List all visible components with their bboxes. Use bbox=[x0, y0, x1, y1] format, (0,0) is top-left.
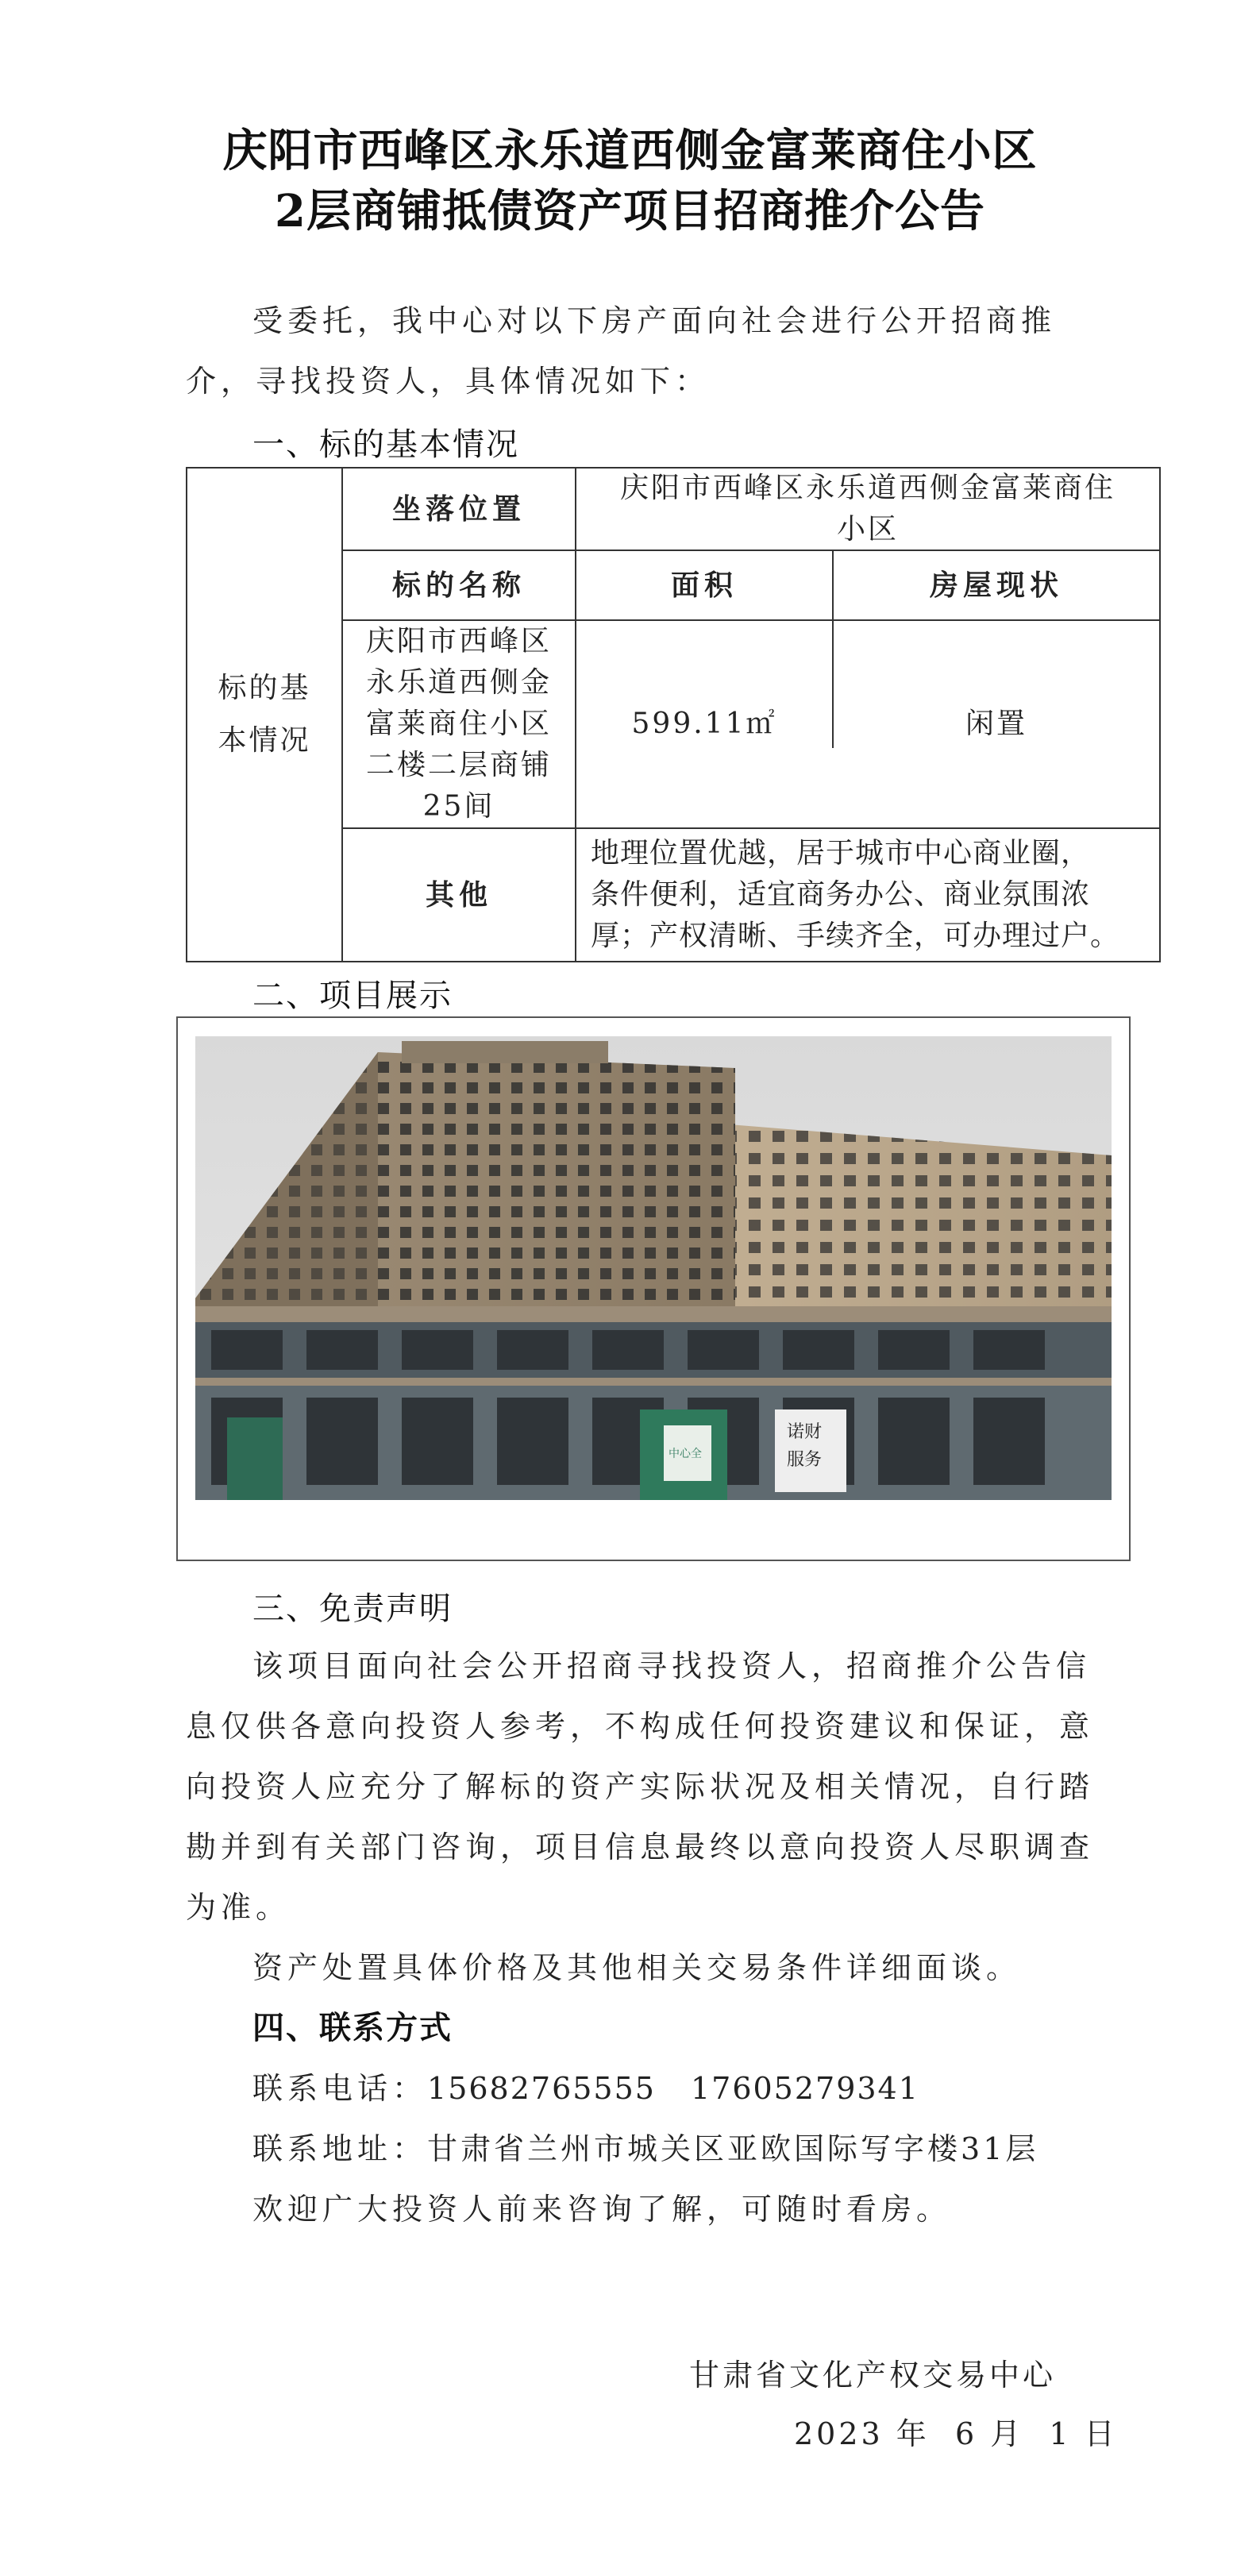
address-value: 甘肃省兰州市城关区亚欧国际写字楼31层 bbox=[427, 2131, 1039, 2166]
phone-line bbox=[252, 2058, 919, 2119]
col-header-status: 房屋现状 bbox=[929, 569, 1063, 602]
col-header-area: 面积 bbox=[670, 569, 738, 602]
issue-date: 2023 年 6 月 1 日 bbox=[794, 2416, 1118, 2451]
row-header-line-2: 本情况 bbox=[218, 724, 311, 757]
title-line-1: 庆阳市西峰区永乐道西侧金富莱商住小区 bbox=[222, 125, 1038, 177]
photo-sign-c: 中心全 bbox=[669, 1448, 702, 1460]
name-value-line-2: 永乐道西侧金 bbox=[365, 666, 552, 699]
disclaimer-line-4: 勘并到有关部门咨询，项目信息最终以意向投资人尽职调查 bbox=[186, 1830, 1095, 1865]
location-value-line-1: 庆阳市西峰区永乐道西侧金富莱商住 bbox=[619, 472, 1116, 504]
section-3-heading: 三、免责声明 bbox=[252, 1591, 453, 1627]
issuer-name: 甘肃省文化产权交易中心 bbox=[689, 2358, 1057, 2393]
basic-info-table bbox=[186, 467, 1161, 962]
section-4-heading: 四、联系方式 bbox=[252, 2009, 453, 2046]
row-header-line-1: 标的基 bbox=[218, 672, 311, 704]
photo-sign-a: 诺财 bbox=[787, 1422, 823, 1442]
welcome-line: 欢迎广大投资人前来咨询了解，可随时看房。 bbox=[252, 2192, 952, 2227]
disclaimer-line-3: 向投资人应充分了解标的资产实际状况及相关情况，自行踏 bbox=[186, 1769, 1095, 1804]
other-value-line-1: 地理位置优越，居于城市中心商业圈， bbox=[591, 837, 1091, 870]
other-label: 其他 bbox=[425, 878, 492, 912]
address-label: 联系地址： bbox=[252, 2131, 428, 2166]
location-label: 坐落位置 bbox=[391, 492, 526, 526]
intro-line-2: 介，寻找投资人，具体情况如下： bbox=[186, 364, 711, 399]
section-2-heading: 二、项目展示 bbox=[252, 978, 453, 1014]
address-line bbox=[252, 2119, 1038, 2179]
other-value bbox=[576, 829, 1159, 961]
disclaimer-line-5: 为准。 bbox=[186, 1890, 291, 1925]
price-note: 资产处置具体价格及其他相关交易条件详细面谈。 bbox=[252, 1950, 1022, 1985]
disclaimer-line-1: 该项目面向社会公开招商寻找投资人，招商推介公告信 bbox=[252, 1649, 1092, 1683]
name-value-line-4: 二楼二层商铺 bbox=[365, 749, 552, 781]
status-value: 闲置 bbox=[965, 708, 1027, 740]
phone-label: 联系电话： bbox=[252, 2071, 428, 2106]
location-value-line-2: 小区 bbox=[836, 513, 899, 546]
name-value-line-3: 富莱商住小区 bbox=[365, 708, 552, 740]
area-value: 599.11㎡ bbox=[631, 708, 777, 740]
disclaimer-line-2: 息仅供各意向投资人参考，不构成任何投资建议和保证，意 bbox=[186, 1709, 1095, 1744]
name-value-line-1: 庆阳市西峰区 bbox=[365, 625, 552, 657]
location-value bbox=[576, 469, 1159, 550]
intro-line-1: 受委托，我中心对以下房产面向社会进行公开招商推 bbox=[252, 303, 1057, 338]
other-value-line-3: 厚；产权清晰、手续齐全，可办理过户。 bbox=[591, 920, 1120, 952]
name-value-line-5: 25间 bbox=[422, 790, 495, 823]
section-1-heading: 一、标的基本情况 bbox=[252, 426, 519, 463]
other-value-line-2: 条件便利，适宜商务办公、商业氛围浓 bbox=[591, 878, 1091, 911]
row-header-basic-info bbox=[187, 469, 341, 961]
title-line-2: 2层商铺抵债资产项目招商推介公告 bbox=[275, 185, 985, 237]
phone-number-1[interactable]: 15682765555 bbox=[427, 2071, 656, 2106]
project-photo bbox=[195, 1036, 1112, 1500]
col-header-name: 标的名称 bbox=[391, 569, 526, 602]
photo-sign-b: 服务 bbox=[787, 1450, 823, 1470]
name-value bbox=[343, 621, 575, 827]
phone-number-2[interactable]: 17605279341 bbox=[690, 2071, 919, 2106]
building-illustration bbox=[195, 1036, 1112, 1500]
